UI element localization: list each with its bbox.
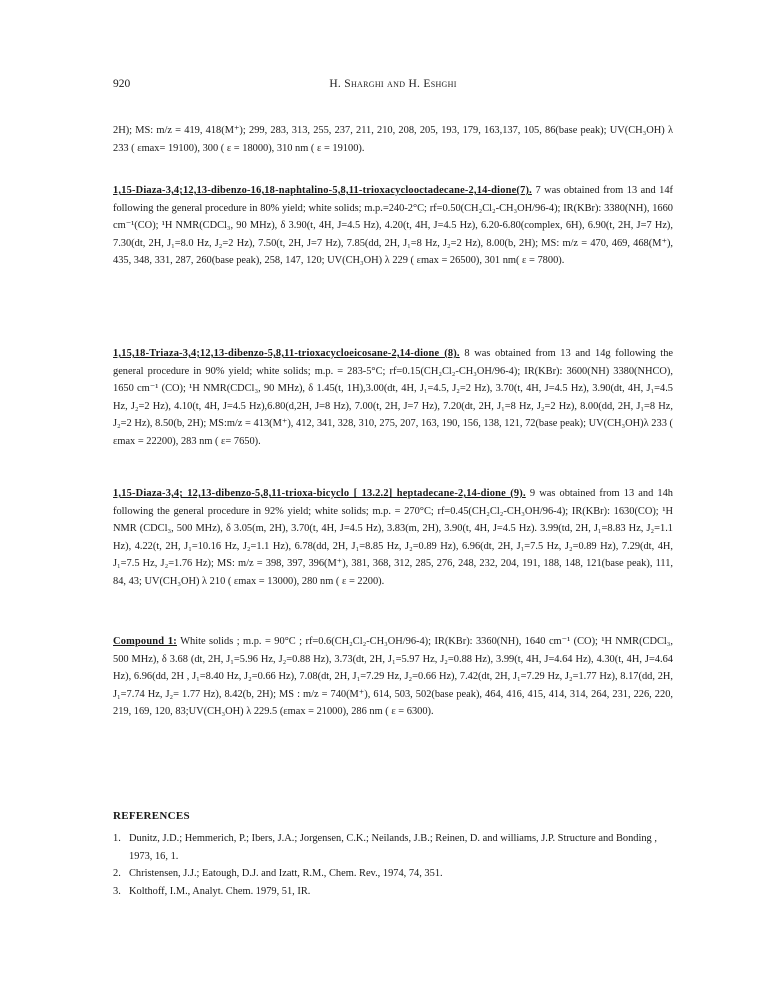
compound-8-title: 1,15,18-Triaza-3,4;12,13-dibenzo-5,8,11-trioxacycloeicosane-2,14-dione (8).: [113, 348, 460, 359]
compound-7-section: [113, 182, 673, 270]
compound-8-section: [113, 345, 673, 451]
compound-7-text: 7 was obtained from 13 and 14f following the general procedure in 80% yield; white solids; m.p.=240-2°C; rf=0.50(CH₂Cl₂-CH₃OH/96-4); IR(KBr): 3380(NH), 1660 cm⁻¹(CO); ¹H NMR(CDCl₃, 90 MHz), δ 3.90(t, 4H, J=4.5 Hz), 4.20(t, 4H, J=4.5 Hz), 6.20-6.80(complex, 6H), 6.90(t, 2H, J=7 Hz), 7.30(dt, 2H, J₁=8.0 Hz, J₂=2 Hz), 7.50(t, 2H, J=7 Hz), 7.85(dd, 2H, J₁=8 Hz, J₂=2 Hz), 8.00(b, 2H); MS: m/z = 470, 469, 468(M⁺), 435, 348, 331, 287, 260(base peak), 258, 147, 120; UV(CH₃OH) λ 229 ( εmax = 26500), 301 nm( ε = 7800).: [113, 185, 673, 267]
paragraph-continuation: [113, 122, 673, 157]
compound-1-section: [113, 633, 673, 721]
compound-9-section: [113, 485, 673, 591]
compound-1-text: White solids ; m.p. = 90°C ; rf=0.6(CH₂Cl₂-CH₃OH/96-4); IR(KBr): 3360(NH), 1640 cm⁻¹ (CO); ¹H NMR(CDCl₃, 500 MHz), δ 3.68 (dt, 2H, J₁=5.96 Hz, J₂=0.88 Hz), 3.73(dt, 2H, J₁=5.97 Hz, J₂=0.88 Hz), 3.99(t, 4H, J=4.64 Hz), 4.30(t, 4H, J=4.64 Hz), 6.96(dd, 2H , J₁=8.40 Hz, J₂=0.66 Hz), 7.08(dt, 2H, J₁=7.29 Hz, J₂=0.66 Hz), 7.42(dt, 2H, J₁=7.29 Hz, J₂=1.77 Hz), 8.17(dd, 2H, J₁=7.74 Hz, J₂= 1.77 Hz), 8.42(b, 2H); MS : m/z = 740(M⁺), 614, 503, 502(base peak), 464, 416, 415, 414, 314, 264, 231, 226, 220, 219, 169, 120, 83;UV(CH₃OH) λ 229.5 (εmax = 21000), 286 nm ( ε = 6300).: [113, 636, 674, 718]
reference-text: Christensen, J.J.; Eatough, D.J. and Izatt, R.M., Chem. Rev., 1974, 74, 351.: [129, 868, 443, 880]
reference-text: Kolthoff, I.M., Analyt. Chem. 1979, 51, IR.: [129, 885, 311, 897]
reference-item: [113, 883, 673, 901]
compound-7-title: 1,15-Diaza-3,4;12,13-dibenzo-16,18-naphtalino-5,8,11-trioxacyclooctadecane-2,14-dione(7).: [113, 185, 532, 196]
compound-9-text: 9 was obtained from 13 and 14h following the general procedure in 92% yield; white solids; m.p. = 270°C; rf=0.45(CH₂Cl₂-CH₃OH/96-4); IR(KBr): 1630(CO); ¹H NMR (CDCl₃, 500 MHz), δ 3.05(m, 2H), 3.70(t, 4H, J=4.5 Hz), 3.83(m, 2H), 3.90(t, 4H, J=4.5 Hz). 3.99(td, 2H, J₁=8.83 Hz, J₂=1.1 Hz), 4.22(t, 2H, J₁=10.16 Hz, J₂=1.1 Hz), 6.78(dd, 2H, J₁=8.85 Hz, J₂=0.89 Hz), 6.96(dt, 2H, J₁=7.5 Hz, J₂=0.89 Hz), 7.29(dt, 4H, J₁=7.5 Hz, J₂=1.76 Hz); MS: m/z = 398, 397, 396(M⁺), 381, 368, 312, 285, 276, 248, 232, 204, 191, 188, 148, 121(base peak), 111, 84, 43; UV(CH₃OH) λ 210 ( εmax = 13000), 280 nm ( ε = 2200).: [113, 488, 673, 587]
reference-item: [113, 830, 673, 865]
compound-8-text: 8 was obtained from 13 and 14g following the general procedure in 90% yield; white solids; m.p. = 283-5°C; rf=0.15(CH₂Cl₂-CH₃OH/96-4); IR(KBr): 3600(NH) 3380(NHCO), 1650 cm⁻¹ (CO); ¹H NMR(CDCl₃, 90 MHz), δ 1.45(t, 1H),3.00(dt, 4H, J₁=4.5, J₂=2 Hz), 3.70(t, 4H, J=4.5 Hz), 3.90(dt, 4H, J₁=4.5 Hz, J₂=2 Hz), 4.10(t, 4H, J=4.5 Hz),6.80(d,2H, J=8 Hz), 7.00(t, 2H, J=7 Hz), 7.20(dt, 2H, J₁=8 Hz, J₂=2 Hz), 8.00(dd, 2H, J₁=8 Hz, J₂=2 Hz), 8.50(b, 2H); MS:m/z = 413(M⁺), 412, 341, 328, 310, 275, 207, 163, 190, 156, 138, 121, 72(base peak); UV(CH₃OH)λ 233 ( εmax = 22200), 283 nm ( ε= 7650).: [113, 348, 673, 447]
compound-1-title: Compound 1:: [113, 636, 177, 647]
references-list: [113, 830, 673, 900]
reference-item: [113, 865, 673, 883]
references-heading: REFERENCES: [113, 810, 190, 822]
reference-number: 3.: [113, 885, 121, 897]
reference-number: 2.: [113, 868, 121, 880]
compound-9-title: 1,15-Diaza-3,4; 12,13-dibenzo-5,8,11-trioxa-bicyclo [ 13.2.2] heptadecane-2,14-dione (9).: [113, 488, 526, 499]
reference-text: Dunitz, J.D.; Hemmerich, P.; Ibers, J.A.; Jorgensen, C.K.; Neilands, J.B.; Reinen, D. and williams, J.P. Structure and Bonding , 1973, 16, 1.: [129, 833, 657, 862]
running-head: H. Sharghi and H. Eshghi: [329, 78, 457, 90]
page-header: [113, 78, 673, 94]
paragraph-text: 2H); MS: m/z = 419, 418(M⁺); 299, 283, 313, 255, 237, 211, 210, 208, 205, 193, 179, 163,137, 105, 86(base peak); UV(CH₃OH) λ 233 ( εmax= 19100), 300 ( ε = 18000), 310 nm ( ε = 19100).: [113, 125, 673, 154]
reference-number: 1.: [113, 833, 121, 844]
page-number: 920: [113, 78, 131, 90]
